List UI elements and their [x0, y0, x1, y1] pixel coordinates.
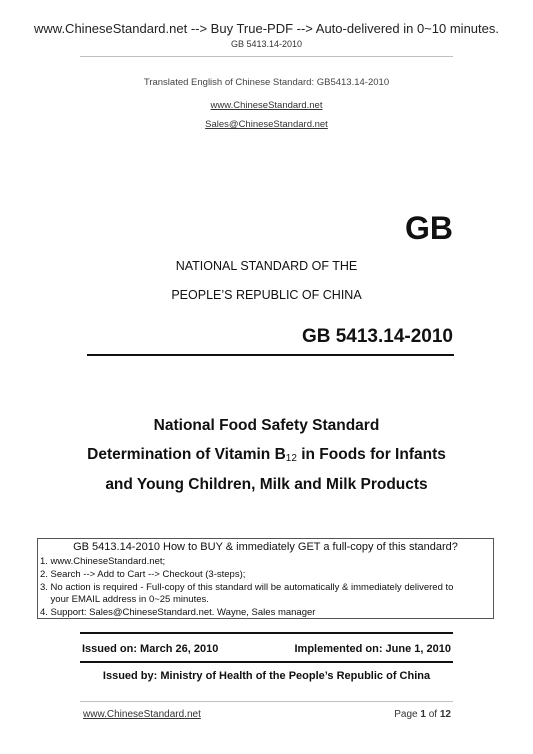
- issued-date: Issued on: March 26, 2010: [82, 643, 219, 655]
- translated-note: Translated English of Chinese Standard: GB5413.14-2010: [143, 77, 390, 88]
- email-link[interactable]: Sales@ChineseStandard.net: [205, 119, 328, 130]
- buy-info-box: [37, 538, 494, 619]
- footer-website-link[interactable]: www.ChineseStandard.net: [83, 709, 201, 720]
- implemented-date: Implemented on: June 1, 2010: [294, 643, 451, 655]
- dates-top-rule: [80, 632, 453, 634]
- buy-box-title: GB 5413.14-2010 How to BUY & immediately GET a full-copy of this standard?: [73, 541, 458, 553]
- header-doc-code: GB 5413.14-2010: [230, 39, 303, 49]
- buy-box-item: your EMAIL address in 0~25 minutes.: [40, 594, 209, 605]
- gb-logo: GB: [405, 210, 453, 246]
- title-line3: and Young Children, Milk and Milk Products: [105, 476, 428, 493]
- buy-box-item: 1. www.ChineseStandard.net;: [40, 556, 166, 567]
- header-divider: [80, 56, 453, 57]
- national-standard-line2: PEOPLE’S REPUBLIC OF CHINA: [171, 288, 362, 302]
- title-line1: National Food Safety Standard: [153, 417, 380, 434]
- buy-box-item: 3. No action is required - Full-copy of this standard will be automatically & immediately delivered to: [40, 582, 454, 593]
- page-number: Page 1 of 12: [394, 709, 451, 720]
- dates-bottom-rule: [80, 661, 453, 663]
- code-underline: [87, 354, 454, 356]
- footer-divider: [80, 701, 453, 702]
- buy-box-item: 2. Search --> Add to Cart --> Checkout (3-steps);: [40, 569, 246, 580]
- national-standard-line1: NATIONAL STANDARD OF THE: [175, 259, 358, 273]
- buy-box-item: 4. Support: Sales@ChineseStandard.net. Wayne, Sales manager: [40, 607, 316, 618]
- standard-code: GB 5413.14-2010: [301, 326, 453, 347]
- issued-by: Issued by: Ministry of Health of the People’s Republic of China: [102, 670, 431, 682]
- website-link[interactable]: www.ChineseStandard.net: [210, 100, 323, 111]
- header-banner: www.ChineseStandard.net --> Buy True-PDF --> Auto-delivered in 0~10 minutes.: [34, 21, 499, 36]
- title-line2: Determination of Vitamin $B_{12}$ in Foods for Infants: [87, 446, 446, 464]
